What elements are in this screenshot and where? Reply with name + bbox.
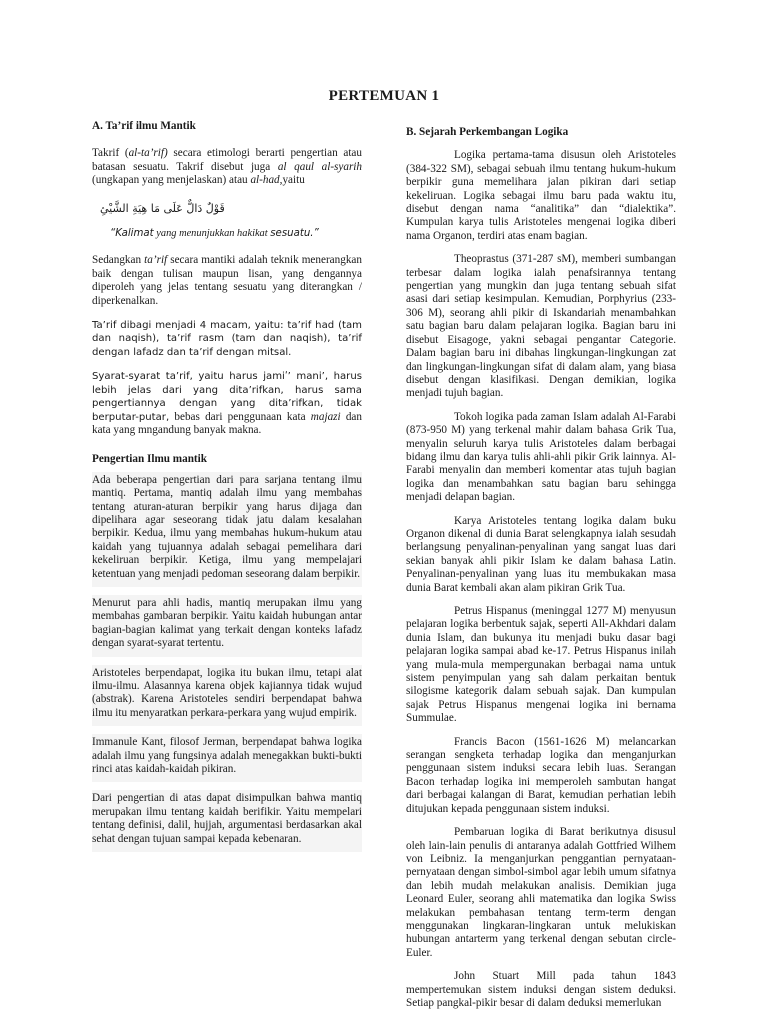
history-paragraph-5: Petrus Hispanus (meninggal 1277 M) menyusun pelajaran logika berbentuk sajak, seperti All-Akhdari dalam dunia Islam, dan bukunya itu menjadi buku dasar bagi pelajaran logika sampai abad ke-17. Petrus Hispanus inilah yang mula-mula mempergunakan berbagai nama untuk sistem penyimpulan yang sah dalam perkaitan bentuk silogisme kategorik dalam sebuah sajak. Dan kumpulan sajak Petrus Hispanus mengenai logika ini bernama Summulae. [406,605,676,725]
definition-text-2: Menurut para ahli hadis, mantiq merupakan ilmu yang membahas gambaran berpikir. Yaitu kaidah hubungan antar bagian-bagian kalimat yang terkait dengan konteks lafadz dengan syarat-syarat tertentu. [92,596,362,650]
definition-text-5: Dari pengertian di atas dapat disimpulkan bahwa mantiq merupakan ilmu tentang kaidah berifikir. Yaitu mempelari tentang definisi, dalil, hujjah, argumentasi berdasarkan akal sehat dengan tujuan sampai kepada kebenaran. [92,792,362,845]
definition-block-4 [92,734,362,782]
history-paragraph-1: Logika pertama-tama disusun oleh Aristoteles (384-322 SM), sebagai sebuah ilmu tentang hukum-hukum berpikir guna memelihara jalan pikiran dari setiap kekeliruan. Logika sebagai ilmu baru pada waktu itu, disebut dengan nama “analitika” dan “dialektika”. Kumpulan karya tulis Aristoteles mengenai logika diberi nama Organon, terdiri atas enam bagian. [406,149,676,242]
takrif-term-qaul: al qaul al-syarih [277,160,363,173]
tarif-syarat-paragraph [92,370,362,437]
quote-sesuatu: sesuatu.” [270,228,319,240]
definition-block-2 [92,595,362,657]
tarif-types-paragraph: Ta’rif dibagi menjadi 4 macam, yaitu: ta’rif had (tam dan naqish), ta’rif rasm (tam dan naqish), ta’rif dengan lafadz dan ta’rif dengan mitsal. [92,320,362,358]
definition-block-3 [92,665,362,727]
takrif-term-had: al-had, [250,174,283,187]
section-b-title: B. Sejarah Perkembangan Logika [406,126,569,138]
history-paragraph-4: Karya Aristoteles tentang logika dalam buku Organon dikenal di dunia Barat selengkapnya ialah sesudah berlangsung penyalinan-penyalinan yang sangat luas dari sekian banyak ahli pikir Islam ke dalam bahasa Latin. Penyalinan-penyalinan yang luas itu membukakan masa dunia Barat kembali akan alam pikiran Grik Tua. [406,514,676,594]
takrif-paragraph [92,147,362,187]
tarif-term: ta’rif [144,254,168,267]
history-paragraph-7: Pembaruan logika di Barat berikutnya disusul oleh lain-lain penulis di antaranya adalah Gottfried Wilhem von Leibniz. Ia menganjurkan penggantian pernyataan-pernyataan dengan simbol-simbol agar lebih umum sifatnya dan lebih mudah melakukan analisis. Demikian juga Leonard Euler, seorang ahli matematika dan logika Swiss melakukan pembahasan tentang term-term dengan menggunakan lingkaran-lingkaran untuk melukiskan hubungan antarterm yang terkenal dengan sebutan circle-Euler. [406,826,676,959]
quote-middle: yang menunjukkan hakikat [153,228,271,240]
takrif-text-e: (ungkapan yang menjelaskan) atau [92,174,251,187]
takrif-term: al-ta’rif) [128,147,168,160]
tarif-text-c: secara mantiki adalah teknik menerangkan baik dengan tulisan maupun lisan, yang dengannya diperoleh yang jelas tentang sesuatu yang diterangkan / diperkenalkan. [92,254,362,307]
history-paragraph-6: Francis Bacon (1561-1626 M) melancarkan serangan sengketa terhadap logika dan menganjurkan penggunaan sistem induksi secara lebih luas. Serangan Bacon terhadap logika ini memperoleh sambutan hangat dari berbagai kalangan di Barat, kemudian perhatian lebih ditujukan kepada penggunaan sistem induksi. [406,735,676,815]
arabic-definition: قَوْلٌ دَالٌّ عَلَى مَا هِيَةِ الشَّيْئِ [100,201,225,215]
syarat-term-majazi: majazi [310,410,341,423]
left-column [92,120,362,852]
quote-kalimat: “Kalimat [110,228,154,240]
definition-quote [110,227,362,240]
syarat-text-a: Syarat-syarat ta’rif, yaitu harus jamiʹ’ mani’, harus lebih jelas dari yang dita’rifkan, harus sama pengertiannya dengan yang dita’rifkan, tidak berputar-putar, [92,371,362,423]
tarif-mantiki-paragraph [92,254,362,308]
definition-block-5 [92,790,362,852]
definition-text-3: Aristoteles berpendapat, logika itu bukan ilmu, tetapi alat ilmu-ilmu. Alasannya karena objek kajiannya tidak wujud (abstrak). Karena Aristoteles sendiri berpendapat bahwa ilmu itu menyaratkan perkara-perkara yang wujud empirik. [92,666,362,719]
history-paragraph-3: Tokoh logika pada zaman Islam adalah Al-Farabi (873-950 M) yang terkenal mahir dalam bahasa Grik Tua, menyalin seluruh karya tulis Aristoteles dalam berbagai bidang ilmu dan karya tulis ahli-ahli pikir Grik lainnya. Al-Farabi menyalin dan memberi komentar atas tujuh bagian logika dan menambahkan satu bagian baru sehingga menjadi delapan bagian. [406,410,676,504]
right-column [406,126,676,1010]
takrif-text-a: Takrif ( [92,147,129,160]
section-a-title: A. Ta’rif ilmu Mantik [92,120,196,132]
syarat-text-b: bebas dari penggunaan kata [169,410,311,423]
takrif-text-g: yaitu [282,174,305,187]
page-title: PERTEMUAN 1 [328,88,440,104]
takrif-text-c: secara etimologi berarti pengertian atau batasan sesuatu. Takrif disebut juga [92,147,362,173]
definition-text-1: Ada beberapa pengertian dari para sarjana tentang ilmu mantiq. Pertama, mantiq adalah ilmu yang membahas tentang aturan-aturan berpikir yang harus dijaga dan dipelihara agar seseorang tidak jatu dalam kesalahan berpikir. Kedua, ilmu yang membahas hukum-hukum atau kaidah yang tujuannya adalah sebagai pemelihara dari kekeliruan berpikir. Ketiga, ilmu yang mempelajari ketentuan yang menjadi pedoman seseorang dalam berpikir. [92,473,362,580]
tarif-text-a: Sedangkan [92,254,145,267]
syarat-text-d: dan kata yang mngandung banyak makna. [92,410,362,436]
definition-text-4: Immanule Kant, filosof Jerman, berpendapat bahwa logika adalah ilmu yang fungsinya adalah menegakkan bukti-bukti rinci atas kaidah-kaidah pikiran. [92,736,362,776]
pengertian-title: Pengertian Ilmu mantik [92,453,207,466]
definition-block-1 [92,472,362,587]
history-paragraph-2: Theoprastus (371-287 sM), memberi sumbangan terbesar dalam logika ialah penafsirannya tentang pengertian yang mungkin dan juga tentang sebuah sifat asasi dari setiap kesimpulan. Kemudian, Porphyrius (233-306 M), seorang ahli pikir di Iskandariah menambahkan satu bagian baru dalam pelajaran logika. Bagian baru ini disebut Eisagoge, yakni sebagai pengantar Categorie. Dalam bagian baru ini dibahas lingkungan-lingkungan zat dan lingkungan-lingkungan sifat di dalam alam, yang biasa disebut dengan klasifikasi. Dengan demikian, logika menjadi tujuh bagian. [406,253,676,400]
history-paragraph-8: John Stuart Mill pada tahun 1843 mempertemukan sistem induksi dengan sistem deduksi. Setiap pangkal-pikir besar di dalam deduksi memerlukan [406,970,676,1009]
